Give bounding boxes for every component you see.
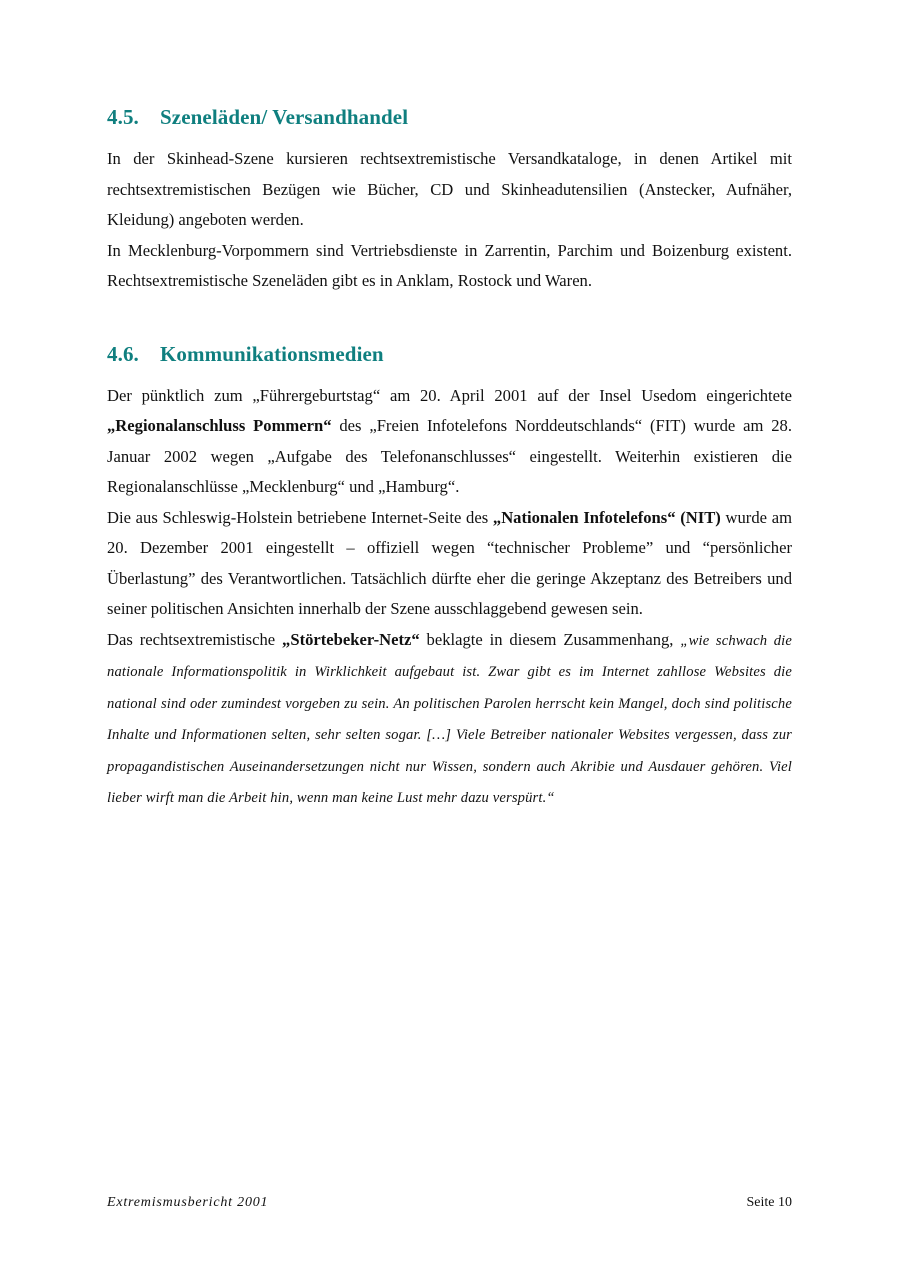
paragraph [107, 625, 792, 814]
text-run: Die aus Schleswig-Holstein betriebene Internet-Seite des [107, 507, 493, 527]
section-title: Kommunikationsmedien [160, 341, 384, 366]
text-run: Der pünktlich zum „Führergeburtstag“ am 20. April 2001 auf der Insel Usedom eingerichtete [107, 385, 792, 405]
text-run: beklagte in diesem Zusammenhang, [419, 629, 681, 649]
emphasis-nationales-infotelefon: „Nationalen Infotelefons“ (NIT) [492, 507, 721, 527]
page-footer [107, 1195, 792, 1211]
text-run: des „Freien Infotelefons Norddeutschlands“ (FIT) wurde am 28. Januar 2002 wegen „Aufgabe des Telefonanschlusses“ eingestellt. Weiterhin existieren die Regionalanschlüsse „Mecklenburg“ und „Hamburg“. [107, 416, 792, 496]
document-page [107, 100, 792, 814]
emphasis-regionalanschluss-pommern: „Regionalanschluss Pommern“ [107, 416, 332, 435]
paragraph [107, 381, 792, 503]
section-heading-kommunikationsmedien [107, 342, 792, 367]
section-heading-szenelaeden [107, 105, 792, 130]
paragraph: In Mecklenburg-Vorpommern sind Vertriebsdienste in Zarrentin, Parchim und Boizenburg existent. Rechtsextremistische Szeneläden gibt es in Anklam, Rostock und Waren. [107, 240, 792, 290]
block-quote: „wie schwach die nationale Informationspolitik in Wirklichkeit aufgebaut ist. Zwar gibt es im Internet zahllose Websites die national sind oder zumindest vorgeben zu sein. An politischen Parolen herrscht kein Mangel, doch sind politische Inhalte und Informationen selten, sehr selten sogar. […] Viele Betreiber nationaler Websites vergessen, dass zur propagandistischen Auseinandersetzungen nicht nur Wissen, sondern auch Akribie und Ausdauer gehören. Viel lieber wirft man die Arbeit hin, wenn man keine Lust mehr dazu verspürt.“ [107, 632, 792, 806]
text-run: Das rechtsextremistische [107, 629, 283, 649]
section-body-kommunikationsmedien [107, 381, 792, 814]
section-body-szenelaeden [107, 144, 792, 297]
section-number: 4.6. [107, 341, 139, 366]
text-run: wurde am 20. Dezember 2001 eingestellt – offiziell wegen “technischer Probleme” und “persönlicher Überlastung” des Verantwortlichen. Tatsächlich dürfte eher die geringe Akzeptanz des Betreibers und seiner politischen Ansichten innerhalb der Szene ausschlaggebend gewesen sein. [107, 507, 792, 618]
emphasis-stoertebeker-netz: „Störtebeker-Netz“ [282, 629, 420, 649]
footer-report-title: Extremismusbericht 2001 [107, 1195, 269, 1210]
footer-page-number: Seite 10 [746, 1195, 792, 1210]
paragraph: In der Skinhead-Szene kursieren rechtsextremistische Versandkataloge, in denen Artikel mit rechtsextremistischen Bezügen wie Bücher, CD und Skinheadutensilien (Anstecker, Aufnäher, Kleidung) angeboten werden. [107, 149, 792, 229]
section-title: Szeneläden/ Versandhandel [160, 105, 409, 129]
section-number: 4.5. [107, 105, 139, 129]
paragraph [107, 503, 792, 625]
